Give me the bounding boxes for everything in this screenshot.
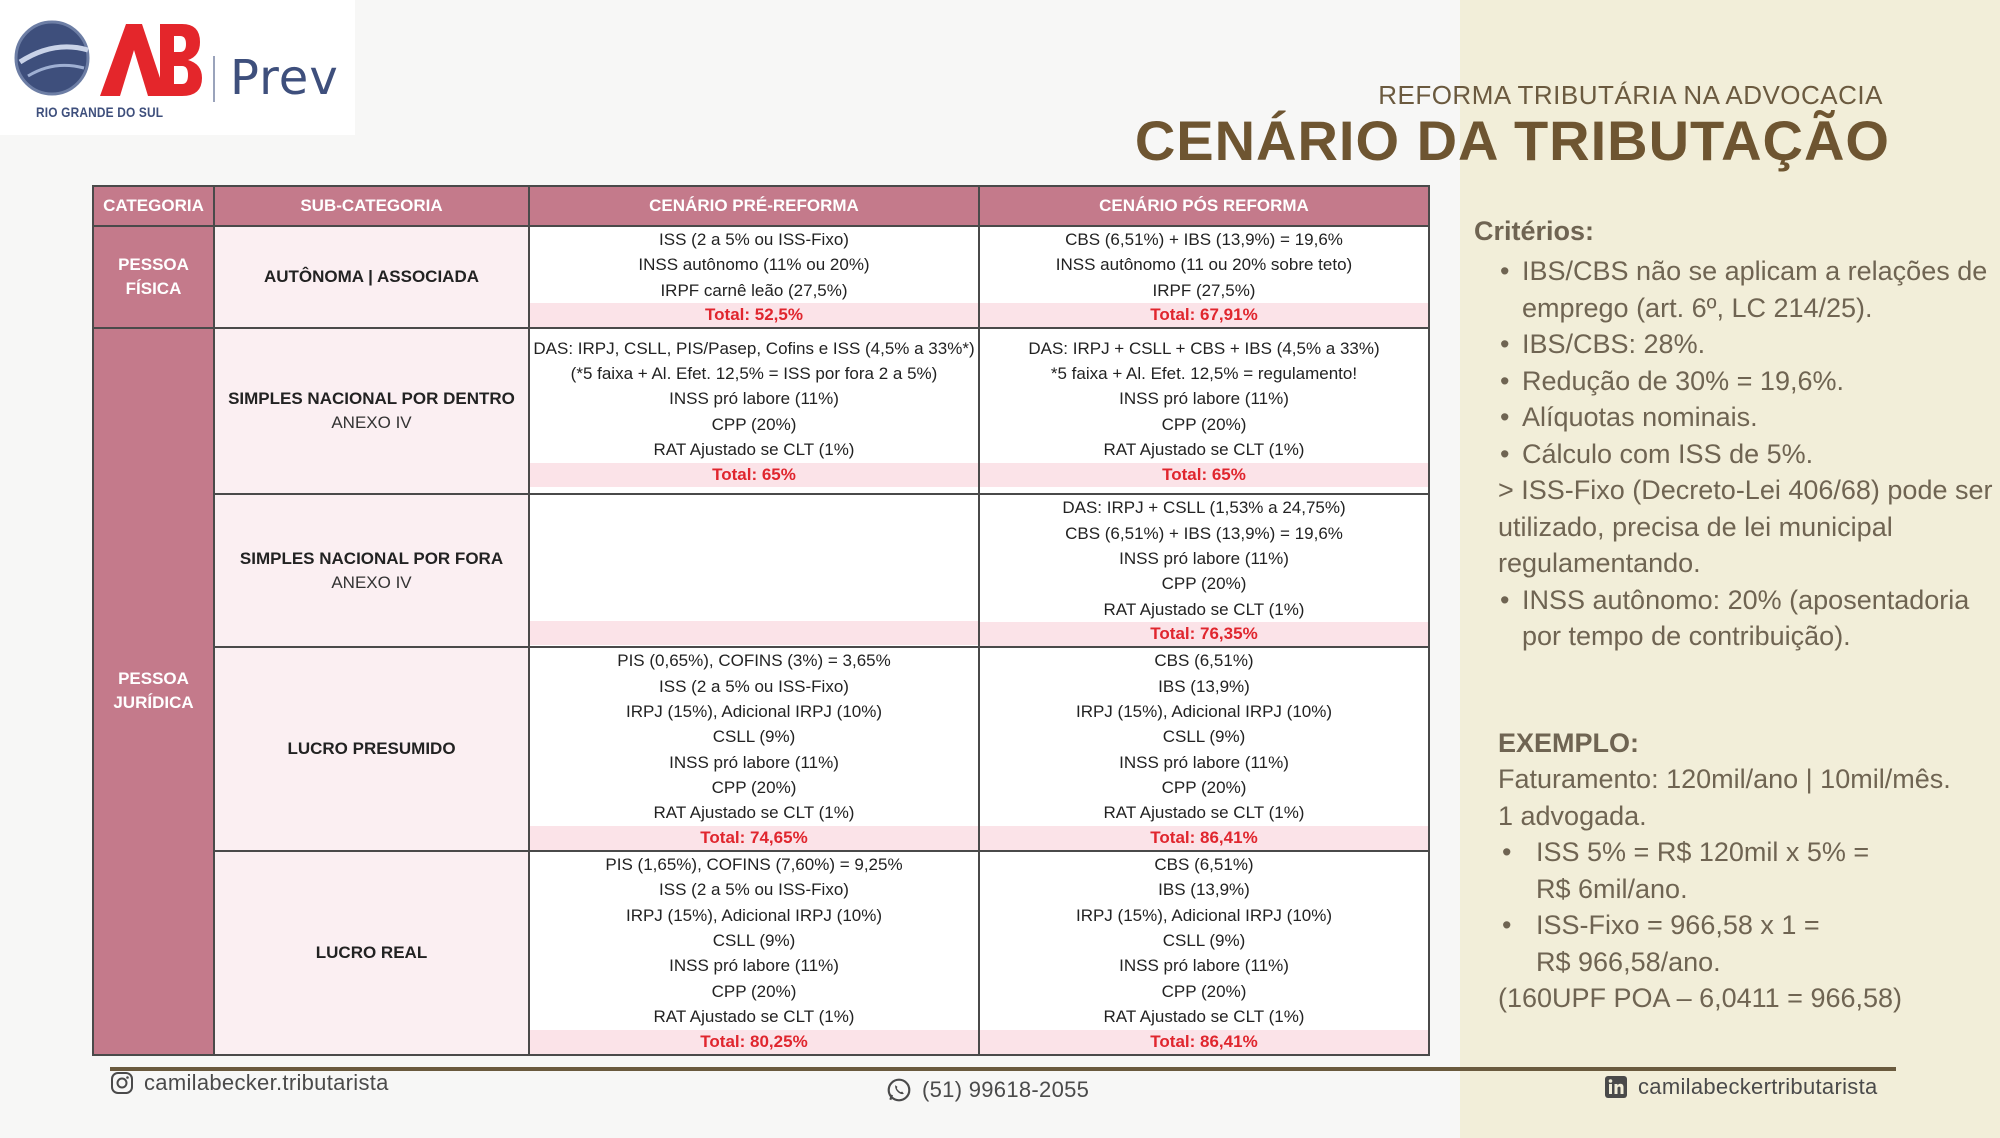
- tax-line: CPP (20%): [1161, 981, 1247, 1001]
- slide-title: CENÁRIO DA TRIBUTAÇÃO: [1134, 109, 1890, 172]
- pos-reforma-cell: [979, 226, 1429, 328]
- total-value: Total: 65%: [530, 463, 978, 487]
- total-value: Total: 67,91%: [980, 303, 1428, 327]
- example-iss-fixo-result: R$ 966,58/ano.: [1536, 946, 1721, 977]
- example-iss-percent-result: R$ 6mil/ano.: [1536, 873, 1688, 904]
- example-iss-fixo-formula: • ISS-Fixo = 966,58 x 1 =: [1536, 910, 1820, 940]
- tax-line: IBS (13,9%): [1158, 880, 1250, 900]
- tax-line: (*5 faixa + Al. Efet. 12,5% = ISS por fora 2 a 5%): [570, 364, 938, 384]
- criteria-title: Critérios:: [1474, 216, 1595, 246]
- tax-line: CSLL (9%): [712, 931, 796, 951]
- tax-lines: [980, 495, 1428, 622]
- footer-linkedin[interactable]: [1604, 1074, 1878, 1100]
- tax-line: ISS (2 a 5% ou ISS-Fixo): [659, 676, 849, 696]
- tax-line: PIS (0,65%), COFINS (3%) = 3,65%: [617, 651, 891, 671]
- tax-line: IRPJ (15%), Adicional IRPJ (10%): [625, 905, 883, 925]
- instagram-handle: camilabecker.tributarista: [144, 1070, 389, 1095]
- tax-lines: [530, 852, 978, 1030]
- tax-line: INSS autônomo (11 ou 20% sobre teto): [1055, 255, 1353, 275]
- tax-line: IBS (13,9%): [1158, 676, 1250, 696]
- tax-line: INSS pró labore (11%): [669, 752, 839, 772]
- tax-line: IRPJ (15%), Adicional IRPJ (10%): [1075, 701, 1333, 721]
- total-value: [530, 621, 978, 645]
- tax-line: DAS: IRPJ, CSLL, PIS/Pasep, Cofins e ISS (4,5% a 33%*): [533, 338, 975, 358]
- criteria-item: • Cálculo com ISS de 5%.: [1474, 436, 1994, 473]
- sub-category-cell: [214, 328, 529, 494]
- sub-category-name: SIMPLES NACIONAL POR DENTRO: [228, 389, 515, 409]
- tax-line: DAS: IRPJ + CSLL + CBS + IBS (4,5% a 33%): [1028, 338, 1380, 358]
- pre-reforma-cell: [529, 494, 979, 647]
- header-categoria: CATEGORIA: [93, 186, 214, 226]
- sub-category-name: SIMPLES NACIONAL POR FORA: [239, 548, 504, 568]
- tax-line: *5 faixa + Al. Efet. 12,5% = regulamento!: [1050, 364, 1358, 384]
- tax-line: IRPJ (15%), Adicional IRPJ (10%): [625, 701, 883, 721]
- example-revenue: Faturamento: 120mil/ano | 10mil/mês.: [1498, 764, 1951, 794]
- tax-line: RAT Ajustado se CLT (1%): [653, 803, 855, 823]
- pos-reforma-cell: [979, 328, 1429, 494]
- example-iss-percent: [1498, 834, 1998, 907]
- header-sub-categoria: SUB-CATEGORIA: [214, 186, 529, 226]
- tax-line: INSS autônomo (11% ou 20%): [638, 255, 870, 275]
- criteria-item: • IBS/CBS não se aplicam a relações de emprego (art. 6º, LC 214/25).: [1474, 253, 1994, 326]
- tax-lines: [530, 648, 978, 826]
- criteria-item: • IBS/CBS: 28%.: [1474, 326, 1994, 363]
- linkedin-icon: [1604, 1075, 1628, 1099]
- pre-reforma-cell: [529, 328, 979, 494]
- tax-line: CPP (20%): [1161, 574, 1247, 594]
- sub-category-anexo: ANEXO IV: [331, 413, 412, 433]
- tax-lines: [980, 336, 1428, 463]
- total-value: Total: 86,41%: [980, 1030, 1428, 1054]
- sub-category-name: LUCRO REAL: [315, 942, 428, 962]
- total-value: Total: 80,25%: [530, 1030, 978, 1054]
- total-value: Total: 76,35%: [980, 622, 1428, 646]
- tax-line: ISS (2 a 5% ou ISS-Fixo): [659, 230, 849, 249]
- criteria-section: [1474, 216, 1994, 655]
- tax-lines: [530, 227, 978, 303]
- tax-line: RAT Ajustado se CLT (1%): [653, 1007, 855, 1027]
- instagram-icon: [110, 1071, 134, 1095]
- category-cell-pessoa-fisica: PESSOA FÍSICA: [93, 226, 214, 328]
- header-pre-reforma: CENÁRIO PRÉ-REFORMA: [529, 186, 979, 226]
- tax-comparison-table: [92, 185, 1430, 1056]
- globe-logo-icon: [14, 20, 204, 100]
- tax-line: IRPF carnê leão (27,5%): [660, 280, 848, 300]
- tax-line: CPP (20%): [711, 981, 797, 1001]
- tax-line: CBS (6,51%): [1154, 651, 1254, 671]
- sub-category-cell: [214, 226, 529, 328]
- tax-line: RAT Ajustado se CLT (1%): [653, 440, 855, 460]
- total-value: Total: 74,65%: [530, 826, 978, 850]
- tax-line: CSLL (9%): [1162, 727, 1246, 747]
- tax-lines: [530, 497, 978, 621]
- example-iss-percent-formula: • ISS 5% = R$ 120mil x 5% =: [1536, 837, 1870, 867]
- tax-line: INSS pró labore (11%): [669, 956, 839, 976]
- criteria-item: • INSS autônomo: 20% (aposentadoria por tempo de contribuição).: [1474, 582, 1994, 655]
- tax-line: CBS (6,51%) + IBS (13,9%) = 19,6%: [1065, 230, 1343, 249]
- tax-lines: [530, 336, 978, 463]
- logo-separator: [213, 56, 215, 102]
- tax-line: INSS pró labore (11%): [1119, 389, 1289, 409]
- sub-category-cell: [214, 494, 529, 647]
- example-section: [1498, 728, 1998, 1017]
- tax-lines: [980, 648, 1428, 826]
- criteria-item: • Redução de 30% = 19,6%.: [1474, 363, 1994, 400]
- tax-line: PIS (1,65%), COFINS (7,60%) = 9,25%: [605, 854, 903, 874]
- table-row: [93, 851, 1429, 1055]
- slide-kicker: REFORMA TRIBUTÁRIA NA ADVOCACIA: [1378, 80, 1883, 110]
- tax-line: CBS (6,51%): [1154, 854, 1254, 874]
- table-row: [93, 647, 1429, 851]
- logo-region-text: RIO GRANDE DO SUL: [36, 104, 164, 120]
- tax-line: INSS pró labore (11%): [669, 389, 839, 409]
- tax-line: RAT Ajustado se CLT (1%): [1103, 803, 1305, 823]
- category-cell-pessoa-juridica: PESSOA JURÍDICA: [93, 328, 214, 1054]
- example-iss-fixo: [1498, 907, 1998, 980]
- tax-line: CPP (20%): [711, 414, 797, 434]
- tax-line: INSS pró labore (11%): [1119, 548, 1289, 568]
- tax-line: DAS: IRPJ + CSLL (1,53% a 24,75%): [1062, 498, 1346, 518]
- oab-prev-logo: [0, 0, 355, 135]
- whatsapp-icon: [886, 1077, 912, 1103]
- pre-reforma-cell: [529, 226, 979, 328]
- table-row: [93, 226, 1429, 328]
- tax-line: CBS (6,51%) + IBS (13,9%) = 19,6%: [1065, 523, 1343, 543]
- example-title: EXEMPLO:: [1498, 728, 1640, 758]
- logo-prev-text: Prev: [230, 50, 339, 106]
- sub-category-name: LUCRO PRESUMIDO: [287, 738, 456, 758]
- total-value: Total: 65%: [980, 463, 1428, 487]
- tax-line: CPP (20%): [1161, 778, 1247, 798]
- tax-line: CSLL (9%): [1162, 931, 1246, 951]
- pre-reforma-cell: [529, 851, 979, 1055]
- tax-line: IRPF (27,5%): [1152, 280, 1256, 300]
- header-pos-reforma: CENÁRIO PÓS REFORMA: [979, 186, 1429, 226]
- linkedin-handle: camilabeckertributarista: [1638, 1074, 1878, 1099]
- example-note: (160UPF POA – 6,0411 = 966,58): [1498, 983, 1903, 1013]
- tax-line: RAT Ajustado se CLT (1%): [1103, 440, 1305, 460]
- table-row: [93, 494, 1429, 647]
- sub-category-name: AUTÔNOMA | ASSOCIADA: [263, 267, 480, 287]
- tax-line: RAT Ajustado se CLT (1%): [1103, 1007, 1305, 1027]
- footer-instagram[interactable]: [110, 1070, 389, 1096]
- tax-line: CSLL (9%): [712, 727, 796, 747]
- pos-reforma-cell: [979, 494, 1429, 647]
- tax-line: INSS pró labore (11%): [1119, 956, 1289, 976]
- pos-reforma-cell: [979, 851, 1429, 1055]
- tax-lines: [980, 227, 1428, 303]
- tax-line: CPP (20%): [711, 778, 797, 798]
- footer-phone[interactable]: [886, 1077, 1089, 1103]
- table-row: [93, 328, 1429, 494]
- criteria-item: > ISS-Fixo (Decreto-Lei 406/68) pode ser utilizado, precisa de lei municipal regulamentando.: [1498, 475, 1993, 578]
- example-lawyers: 1 advogada.: [1498, 800, 1647, 831]
- tax-line: INSS pró labore (11%): [1119, 752, 1289, 772]
- total-value: Total: 86,41%: [980, 826, 1428, 850]
- sub-category-cell: [214, 851, 529, 1055]
- total-value: Total: 52,5%: [530, 303, 978, 327]
- tax-line: RAT Ajustado se CLT (1%): [1103, 599, 1305, 619]
- pre-reforma-cell: [529, 647, 979, 851]
- tax-lines: [980, 852, 1428, 1030]
- sub-category-cell: [214, 647, 529, 851]
- phone-number: (51) 99618-2055: [922, 1077, 1090, 1102]
- pos-reforma-cell: [979, 647, 1429, 851]
- sub-category-anexo: ANEXO IV: [331, 572, 412, 592]
- criteria-item: • Alíquotas nominais.: [1474, 399, 1994, 436]
- tax-line: ISS (2 a 5% ou ISS-Fixo): [659, 880, 849, 900]
- tax-line: CPP (20%): [1161, 414, 1247, 434]
- tax-line: IRPJ (15%), Adicional IRPJ (10%): [1075, 905, 1333, 925]
- table-header-row: [93, 186, 1429, 226]
